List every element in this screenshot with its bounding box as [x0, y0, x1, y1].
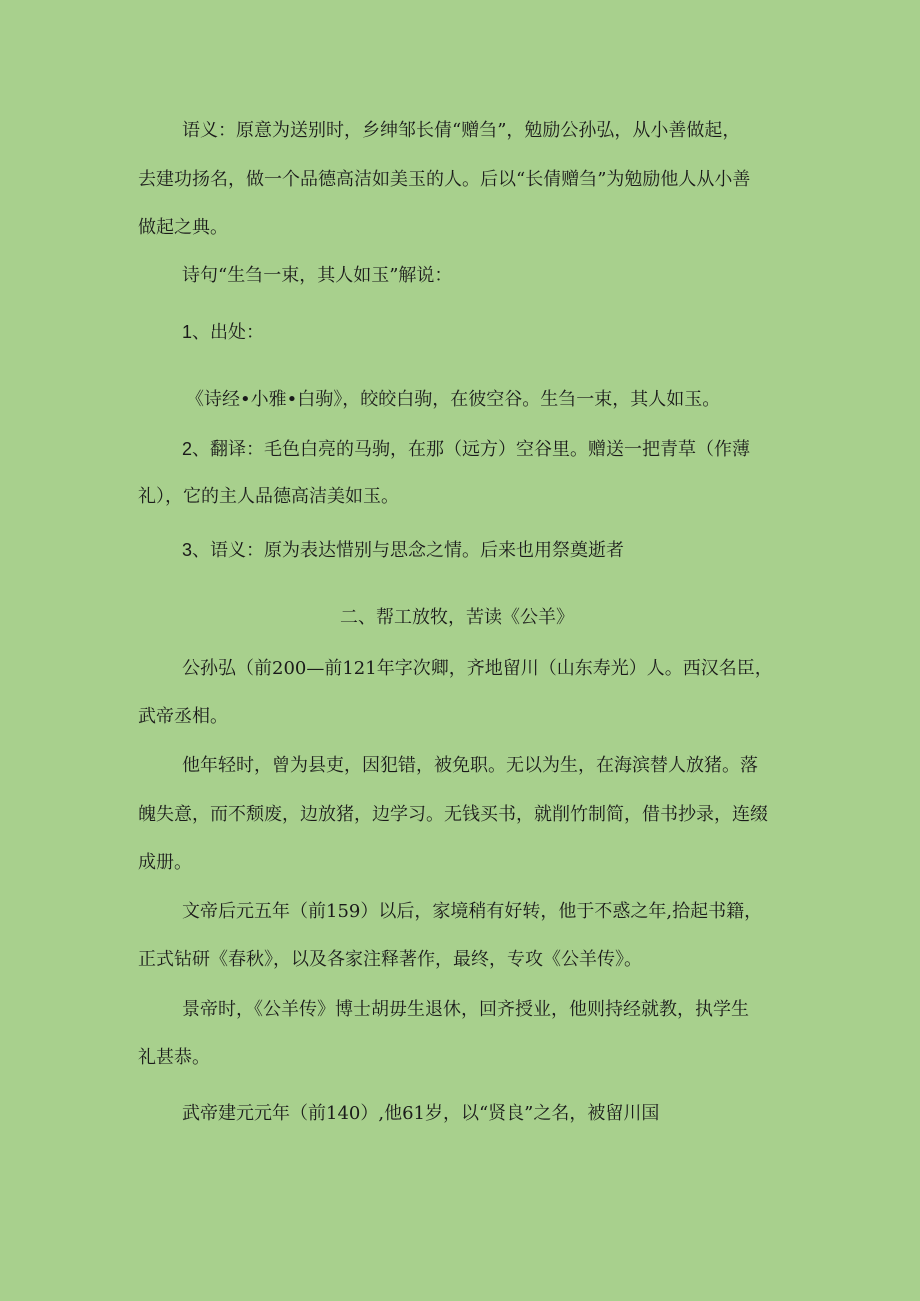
paragraph-line: 武帝丞相。	[138, 706, 228, 727]
paragraph-line: 他年轻时，曾为县吏，因犯错，被免职。无以为生，在海滨替人放猪。落	[182, 755, 758, 776]
list-item-text: 《诗经•小雅•白驹》，皎皎白驹，在彼空谷。生刍一束，其人如玉。	[186, 389, 721, 410]
paragraph-line: 礼甚恭。	[138, 1047, 210, 1068]
paragraph-line: 景帝时，《公羊传》博士胡毋生退休，回齐授业，他则持经就教，执学生	[182, 999, 749, 1020]
list-item-text: 2、翻译：毛色白亮的马驹，在那（远方）空谷里。赠送一把青草（作薄	[182, 439, 751, 459]
paragraph-line: 成册。	[138, 852, 192, 873]
paragraph-line: 做起之典。	[138, 217, 228, 238]
subheading: 诗句“生刍一束，其人如玉”解说：	[182, 265, 453, 286]
paragraph-line: 魄失意，而不颓废，边放猪，边学习。无钱买书，就削竹制简，借书抄录，连缀	[138, 804, 768, 825]
paragraph-line: 语义：原意为送别时，乡绅邹长倩“赠刍”，勉励公孙弘，从小善做起，	[182, 120, 741, 141]
paragraph-line: 武帝建元元年（前140）,他61岁，以“贤良”之名，被留川国	[182, 1103, 660, 1124]
list-item-text: 3、语义：原为表达惜别与思念之情。后来也用祭奠逝者	[182, 540, 625, 560]
paragraph-line: 去建功扬名，做一个品德高洁如美玉的人。后以“长倩赠刍”为勉励他人从小善	[138, 169, 751, 190]
list-item-text: 礼），它的主人品德高洁美如玉。	[138, 486, 399, 507]
paragraph-line: 公孙弘（前200—前121年字次卿，齐地留川（山东寿光）人。西汉名臣，	[182, 658, 773, 679]
paragraph-line: 文帝后元五年（前159）以后，家境稍有好转，他于不惑之年,拾起书籍，	[182, 901, 763, 922]
section-title: 二、帮工放牧，苦读《公羊》	[340, 607, 574, 628]
list-item-label: 1、出处：	[182, 322, 265, 342]
paragraph-line: 正式钻研《春秋》，以及各家注释著作，最终，专攻《公羊传》。	[138, 949, 642, 970]
